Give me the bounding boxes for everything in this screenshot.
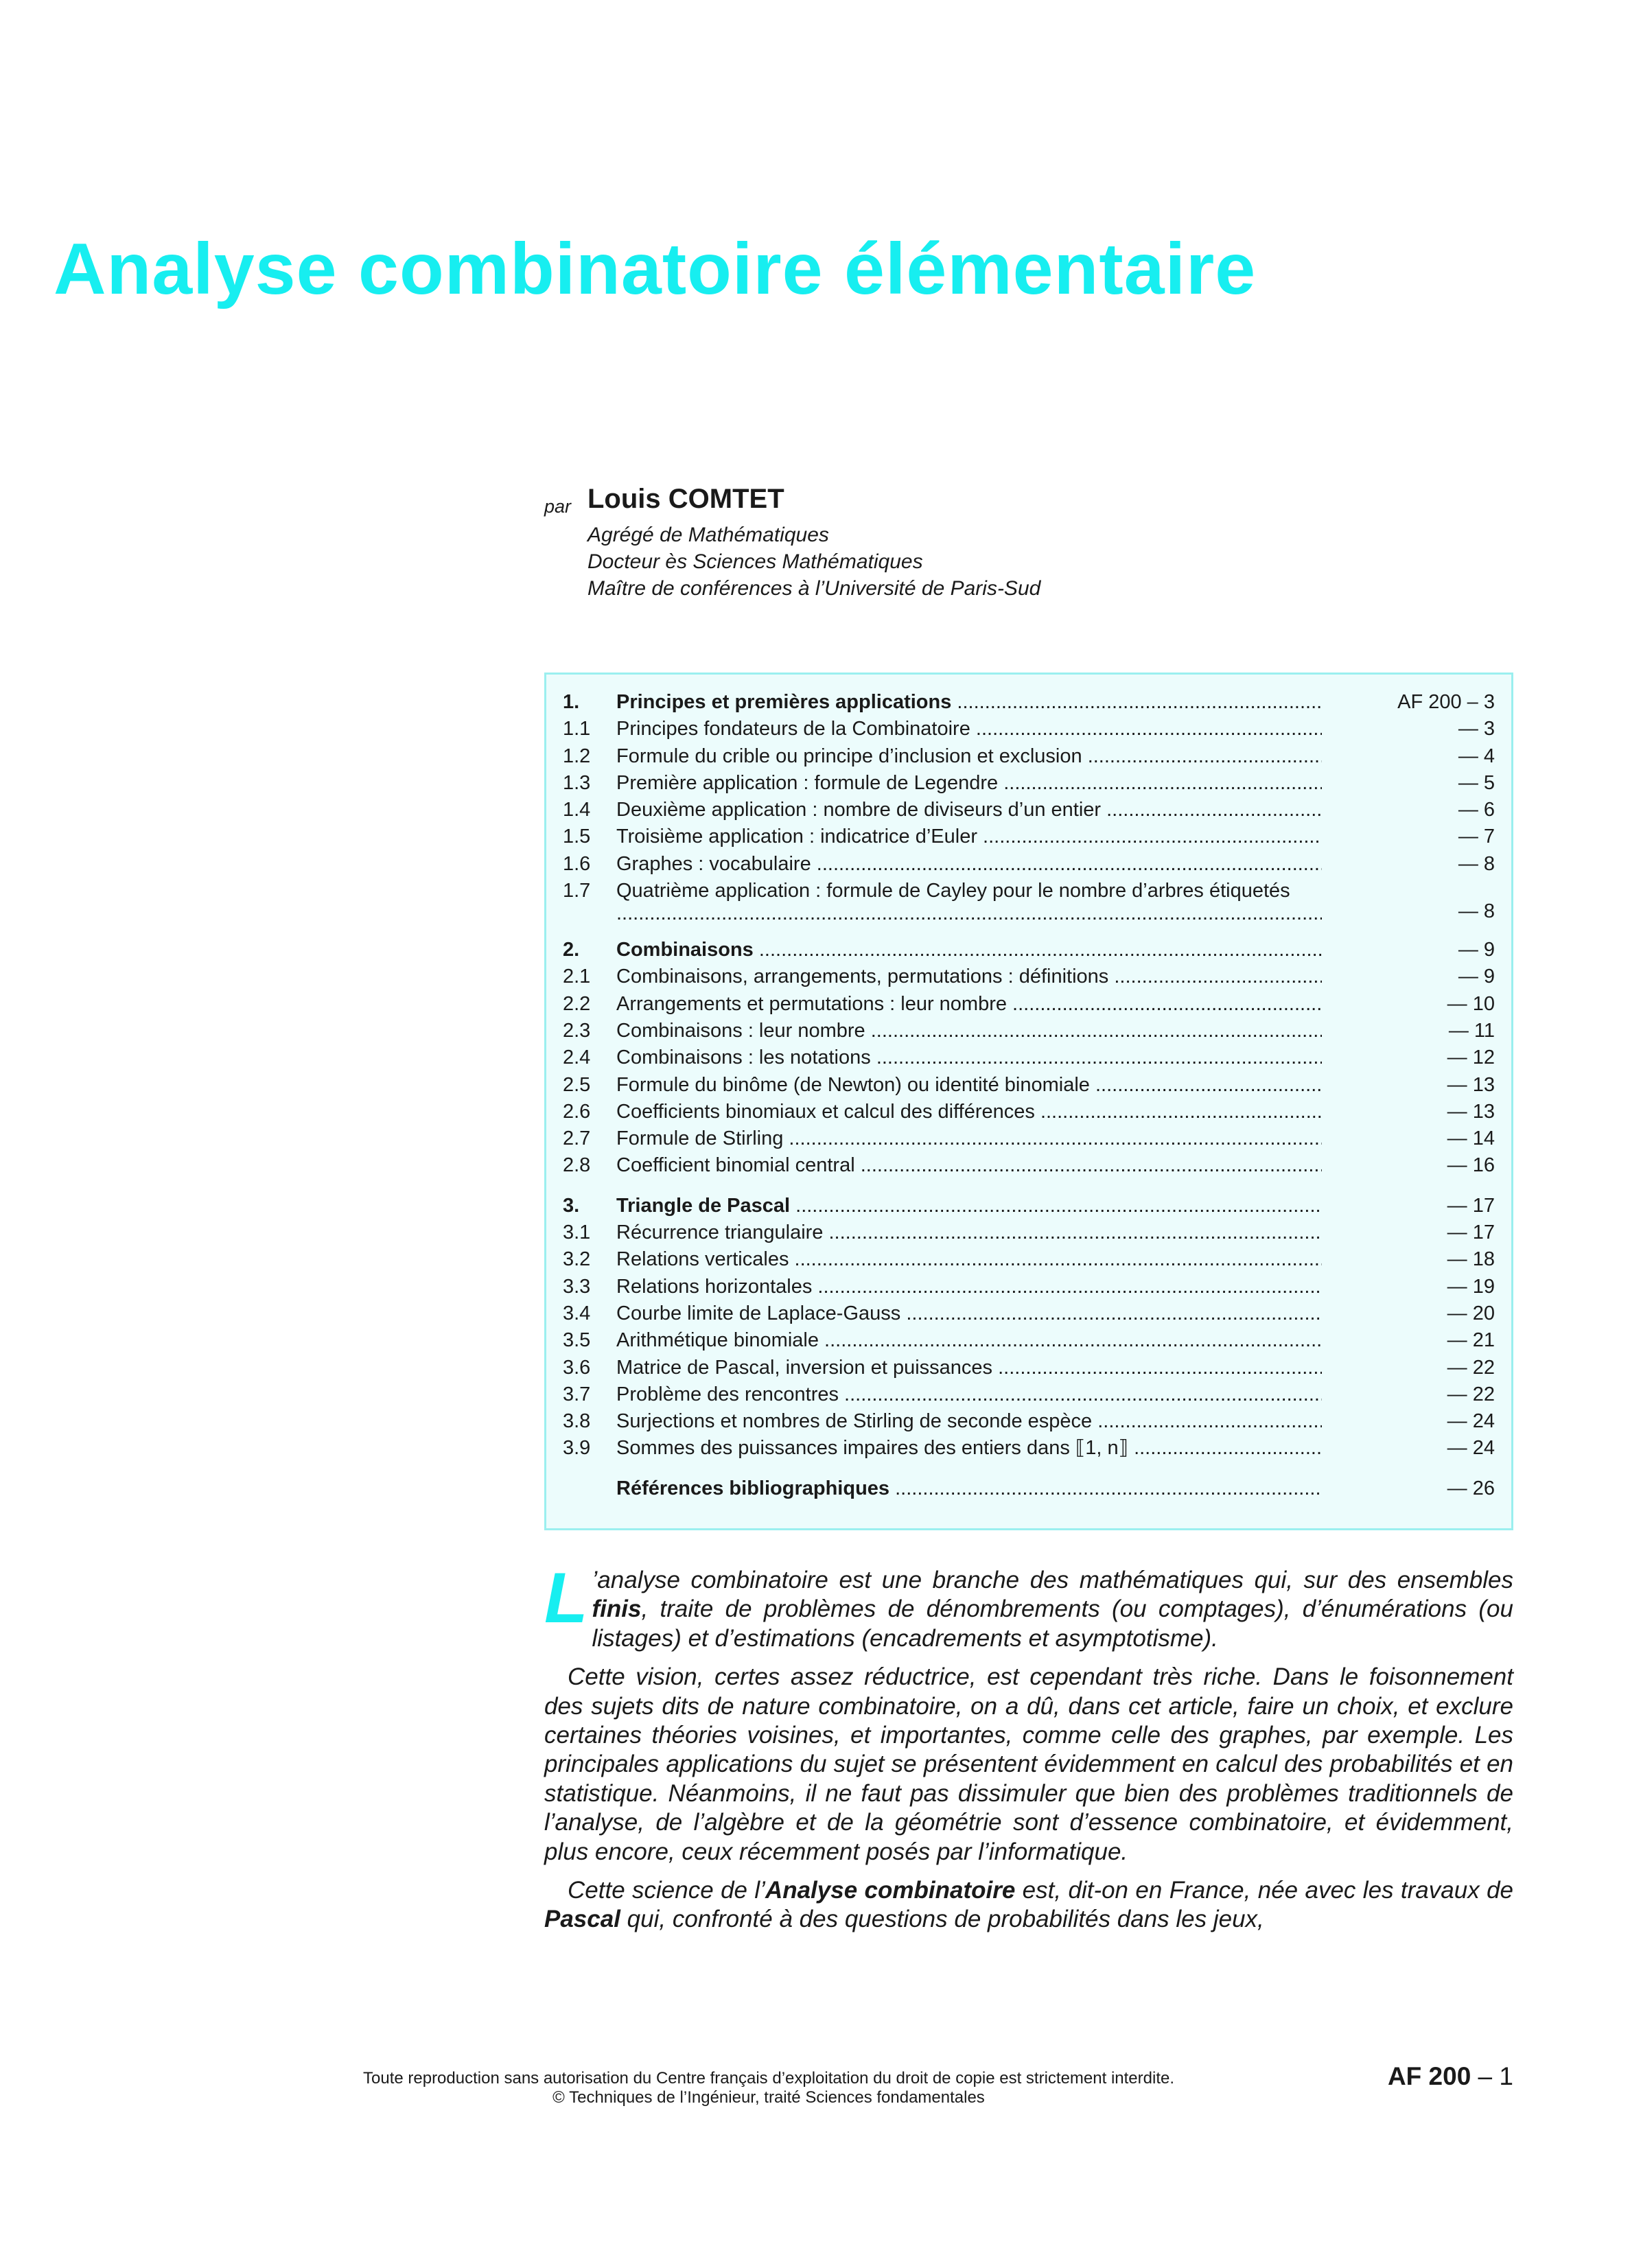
toc-entry-number: 2.1	[563, 966, 591, 988]
toc-entry-page: — 21	[1447, 1329, 1495, 1352]
toc-entry-title: Matrice de Pascal, inversion et puissances .....	[616, 1355, 1322, 1381]
document-title: Analyse combinatoire élémentaire	[54, 229, 1257, 309]
toc-entry	[563, 716, 1495, 743]
toc-entry-page: — 19	[1447, 1275, 1495, 1298]
author-credential: Docteur ès Sciences Mathématiques	[587, 550, 923, 573]
toc-entry	[563, 1274, 1495, 1300]
author-credential: Agrégé de Mathématiques	[587, 524, 829, 546]
toc-entry-number: 3.6	[563, 1356, 591, 1379]
toc-entry-title: Coefficient binomial central .....	[616, 1152, 1322, 1179]
toc-entry-page: — 7	[1458, 826, 1495, 848]
toc-entry	[563, 1246, 1495, 1273]
toc-entry-title: Courbe limite de Laplace-Gauss .....	[616, 1300, 1322, 1327]
toc-entry-number: 3.4	[563, 1302, 591, 1324]
toc-entry	[563, 1300, 1495, 1327]
toc-entry	[563, 937, 1495, 963]
toc-entry-title: Arithmétique binomiale .....	[616, 1327, 1322, 1354]
toc-entry-page: — 24	[1447, 1437, 1495, 1460]
toc-entry	[563, 963, 1495, 990]
toc-entry	[563, 1072, 1495, 1099]
toc-entry-page: — 24	[1447, 1410, 1495, 1433]
toc-entry	[563, 878, 1495, 924]
copyright-line: Toute reproduction sans autorisation du Centre français d’exploitation du droit de copie est strictement interdite.	[363, 2069, 1174, 2088]
author-credential: Maître de conférences à l’Université de Paris-Sud	[587, 577, 1041, 600]
toc-entry-number: 2.4	[563, 1047, 591, 1069]
toc-entry-number: 2.3	[563, 1019, 591, 1042]
toc-entry-number: 1.4	[563, 799, 591, 821]
toc-entry-title: Combinaisons : les notations .....	[616, 1044, 1322, 1071]
toc-entry-number: 1.3	[563, 771, 591, 794]
toc-entry-title: Combinaisons .....	[616, 937, 1322, 963]
toc-entry-title: Relations horizontales .....	[616, 1274, 1322, 1300]
toc-entry-title: Principes fondateurs de la Combinatoire .....	[616, 716, 1322, 743]
toc-entry-number: 2.5	[563, 1073, 591, 1096]
toc-entry-number: 1.7	[563, 880, 591, 902]
toc-entry-title: Références bibliographiques .....	[616, 1475, 1322, 1502]
toc-entry	[563, 1099, 1495, 1125]
intro-paragraph-2: Cette vision, certes assez réductrice, est cependant très riche. Dans le foisonnement des sujets dits de nature combinatoire, on a dû, dans cet article, faire un choix, et exclure certaines théories voisines, et importantes, comme celle des graphes, par exemple. Les principales applications du sujet se présentent évidemment en calcul des probabilités et en statistique. Néanmoins, il ne faut pas dissimuler que bien des problèmes traditionnels de l’analyse, de l’algèbre et de la géométrie sont d’essence combinatoire, et évidemment, plus encore, ceux récemment posés par l’informatique.	[544, 1663, 1513, 1865]
toc-entry-page: — 9	[1458, 966, 1495, 988]
toc-entry-number: 2.7	[563, 1127, 591, 1150]
toc-entry-title: Surjections et nombres de Stirling de seconde espèce .....	[616, 1408, 1322, 1435]
article-introduction	[544, 1558, 1513, 1944]
author-credentials	[587, 522, 1040, 602]
toc-entry-number: 3.2	[563, 1248, 591, 1271]
toc-entry	[563, 1125, 1495, 1152]
toc-entry-page: — 9	[1458, 939, 1495, 961]
toc-entry-page: — 17	[1447, 1194, 1495, 1217]
drop-cap: L	[544, 1558, 588, 1638]
toc-entry	[563, 770, 1495, 797]
toc-entry-number: 1.2	[563, 745, 591, 767]
toc-entry-page: — 20	[1447, 1302, 1495, 1324]
toc-entry	[563, 1327, 1495, 1354]
toc-entry-page: — 22	[1447, 1383, 1495, 1405]
toc-entry-title: Coefficients binomiaux et calcul des différences .....	[616, 1099, 1322, 1125]
author-prefix: par	[544, 496, 572, 517]
toc-entry-number: 3.5	[563, 1329, 591, 1352]
toc-entry-page: AF 200 – 3	[1397, 691, 1495, 713]
toc-entry-title: Combinaisons : leur nombre .....	[616, 1018, 1322, 1044]
toc-entry-page: — 26	[1447, 1477, 1495, 1499]
toc-entry-title: Arrangements et permutations : leur nombre .....	[616, 991, 1322, 1018]
toc-entry	[563, 743, 1495, 770]
toc-entry	[563, 1381, 1495, 1408]
toc-entry	[563, 689, 1495, 716]
toc-entry-page: — 4	[1458, 745, 1495, 767]
toc-entry-number: 1.	[563, 691, 580, 713]
toc-entry-page: — 12	[1447, 1047, 1495, 1069]
toc-entry-page: — 11	[1448, 1019, 1495, 1042]
toc-entry-number: 3.	[563, 1194, 580, 1217]
copyright-notice	[254, 2069, 1283, 2107]
toc-entry	[563, 1152, 1495, 1179]
toc-entry	[563, 1193, 1495, 1219]
toc-entry	[563, 1475, 1495, 1502]
toc-entry-page: — 10	[1447, 992, 1495, 1015]
toc-entry-number: 3.9	[563, 1437, 591, 1460]
toc-entry	[563, 991, 1495, 1018]
toc-entry	[563, 1219, 1495, 1246]
toc-entry-title: Triangle de Pascal .....	[616, 1193, 1322, 1219]
toc-entry-number: 1.5	[563, 826, 591, 848]
toc-entry-page: — 16	[1447, 1154, 1495, 1177]
toc-entry-number: 1.1	[563, 718, 591, 740]
table-of-contents	[544, 673, 1513, 1530]
toc-entry-page: — 3	[1458, 718, 1495, 740]
toc-entry-page: — 22	[1447, 1356, 1495, 1379]
toc-entry-title: Deuxième application : nombre de diviseurs d’un entier .....	[616, 797, 1322, 823]
toc-entry-number: 3.7	[563, 1383, 591, 1405]
toc-entry-page: — 14	[1447, 1127, 1495, 1150]
toc-entry-page: — 8	[1458, 852, 1495, 875]
toc-entry-page: — 8	[1458, 900, 1495, 923]
toc-entry	[563, 851, 1495, 878]
toc-entry-number: 2.2	[563, 992, 591, 1015]
toc-entry-page: — 18	[1447, 1248, 1495, 1271]
toc-entry-page: — 6	[1458, 799, 1495, 821]
toc-entry-title: Combinaisons, arrangements, permutations : définitions .....	[616, 963, 1322, 990]
toc-entry-page: — 13	[1447, 1100, 1495, 1123]
toc-entry-title: Formule du crible ou principe d’inclusion et exclusion .....	[616, 743, 1322, 770]
toc-entry-title: Formule du binôme (de Newton) ou identité binomiale .....	[616, 1072, 1322, 1099]
toc-entry-title: Graphes : vocabulaire .....	[616, 851, 1322, 878]
intro-paragraph-3: Cette science de l’Analyse combinatoire est, dit-on en France, née avec les travaux de Pascal qui, confronté à des questions de probabilités dans les jeux,	[544, 1877, 1513, 1933]
document-code: AF 200	[1387, 2062, 1471, 2090]
toc-entry-title: Principes et premières applications .....	[616, 689, 1322, 716]
toc-entry-page: — 13	[1447, 1073, 1495, 1096]
toc-entry-title: Quatrième application : formule de Cayley pour le nombre d’arbres étiquetés .....	[616, 880, 1322, 925]
toc-entry-title: Formule de Stirling .....	[616, 1125, 1322, 1152]
page-reference	[1388, 2062, 1513, 2091]
toc-entry-title: Troisième application : indicatrice d’Euler .....	[616, 823, 1322, 850]
toc-entry	[563, 823, 1495, 850]
author-name: Louis COMTET	[587, 484, 784, 514]
toc-entry-number: 3.8	[563, 1410, 591, 1433]
toc-entry-title: Récurrence triangulaire .....	[616, 1219, 1322, 1246]
toc-entry-title: Première application : formule de Legendre .....	[616, 770, 1322, 797]
toc-entry	[563, 1408, 1495, 1435]
toc-entry	[563, 797, 1495, 823]
toc-entry	[563, 1355, 1495, 1381]
intro-paragraph-1: L ’analyse combinatoire est une branche des mathématiques qui, sur des ensembles finis, traite de problèmes de dénombrements (ou comptages), d’énumérations (ou listages) et d’estimations (encadrements et asymptotisme).	[544, 1558, 1513, 1652]
toc-entry	[563, 1044, 1495, 1071]
toc-entry-page: — 17	[1447, 1221, 1495, 1244]
toc-entry-number: 2.8	[563, 1154, 591, 1177]
page-number: – 1	[1471, 2062, 1513, 2090]
toc-entry-number: 2.6	[563, 1100, 591, 1123]
toc-entry-title: Problème des rencontres .....	[616, 1381, 1322, 1408]
toc-entry-number: 3.3	[563, 1275, 591, 1298]
toc-entry	[563, 1435, 1495, 1462]
copyright-line: © Techniques de l’Ingénieur, traité Sciences fondamentales	[552, 2088, 985, 2107]
toc-entry-page: — 5	[1458, 771, 1495, 794]
toc-entry-title: Sommes des puissances impaires des entiers dans ⟦1, n⟧ .....	[616, 1435, 1322, 1462]
toc-entry-number: 3.1	[563, 1221, 591, 1244]
toc-entry-number: 2.	[563, 939, 580, 961]
toc-entry	[563, 1018, 1495, 1044]
toc-entry-number: 1.6	[563, 852, 591, 875]
toc-entry-title: Relations verticales .....	[616, 1246, 1322, 1273]
